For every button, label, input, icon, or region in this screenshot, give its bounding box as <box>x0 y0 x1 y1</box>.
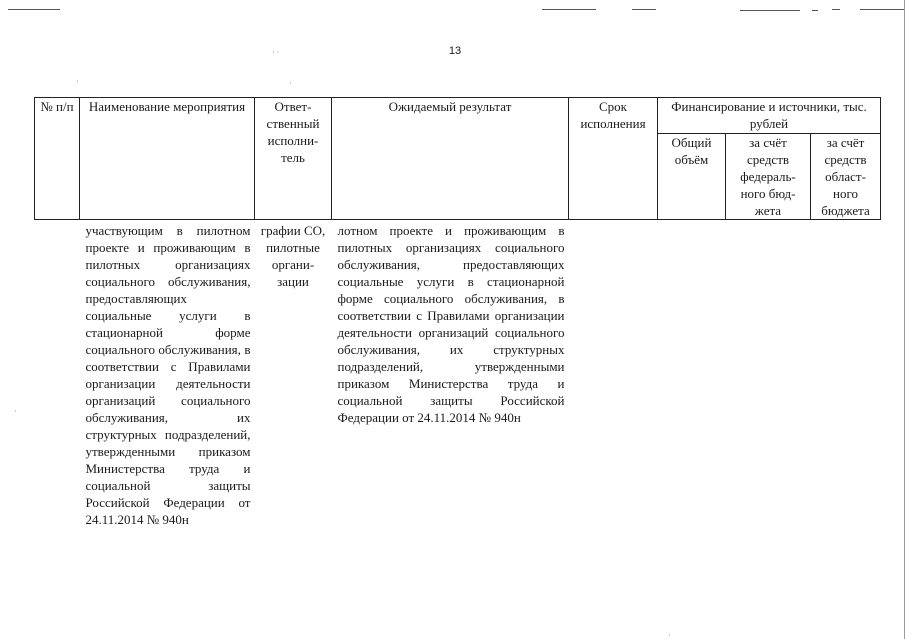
cell-number <box>35 220 80 529</box>
scan-speck: · <box>668 631 671 640</box>
cell-total-volume <box>658 220 726 529</box>
scan-mark <box>740 10 800 11</box>
header-federal-budget: за счёт средств федераль-ного бюд-жета <box>726 134 811 220</box>
header-event-name: Наименование мероприятия <box>80 98 255 220</box>
cell-federal-budget <box>726 220 811 529</box>
scan-speck: · <box>289 79 292 88</box>
header-total-volume: Общий объём <box>658 134 726 220</box>
scan-mark <box>632 9 656 10</box>
scan-mark <box>8 9 60 10</box>
expected-result-text: лотном проекте и проживающим в пилотных организациях социального обслуживания, предоставляющих социальные услуги в стационарной форме социального обслуживания, в соответствии с Правилами организации деятельности организаций социального обслуживания, их структурных подразделений, утвержденными приказом Министерства труда и социальной защиты Российской Федерации от 24.11.2014 № 940н <box>337 223 565 425</box>
cell-expected-result <box>332 220 569 529</box>
cell-event-name <box>80 220 255 529</box>
scan-mark <box>832 9 840 10</box>
scan-speck: · <box>14 407 17 416</box>
header-responsible: Ответ-ственный исполни-тель <box>255 98 332 220</box>
responsible-text: графии СО, пилотные органи-зации <box>260 223 326 289</box>
cell-term <box>569 220 658 529</box>
scan-speck: · <box>76 77 79 86</box>
header-financing: Финансирование и источники, тыс. рублей <box>658 98 881 134</box>
cell-regional-budget <box>811 220 881 529</box>
scan-mark <box>812 10 818 11</box>
plan-table <box>34 97 881 528</box>
cell-responsible <box>255 220 332 529</box>
scan-speck: · · <box>272 48 280 57</box>
scan-mark <box>542 9 596 10</box>
header-expected-result: Ожидаемый результат <box>332 98 569 220</box>
header-regional-budget: за счёт средств област-ного бюджета <box>811 134 881 220</box>
event-name-text: участвующим в пилотном проекте и проживающим в пилотных организациях социального обслуживания, предоставляющих социальные услуги в стационарной форме социального обслуживания, в соответствии с Правилами организации деятельности организаций социального обслуживания, их структурных подразделений, утвержденными приказом Министерства труда и социальной защиты Российской Федерации от 24.11.2014 № 940н <box>85 223 251 527</box>
scan-mark <box>860 9 904 10</box>
header-term: Срок исполнения <box>569 98 658 220</box>
table-row <box>35 220 881 529</box>
page-number: 13 <box>448 45 462 57</box>
header-number: № п/п <box>35 98 80 220</box>
